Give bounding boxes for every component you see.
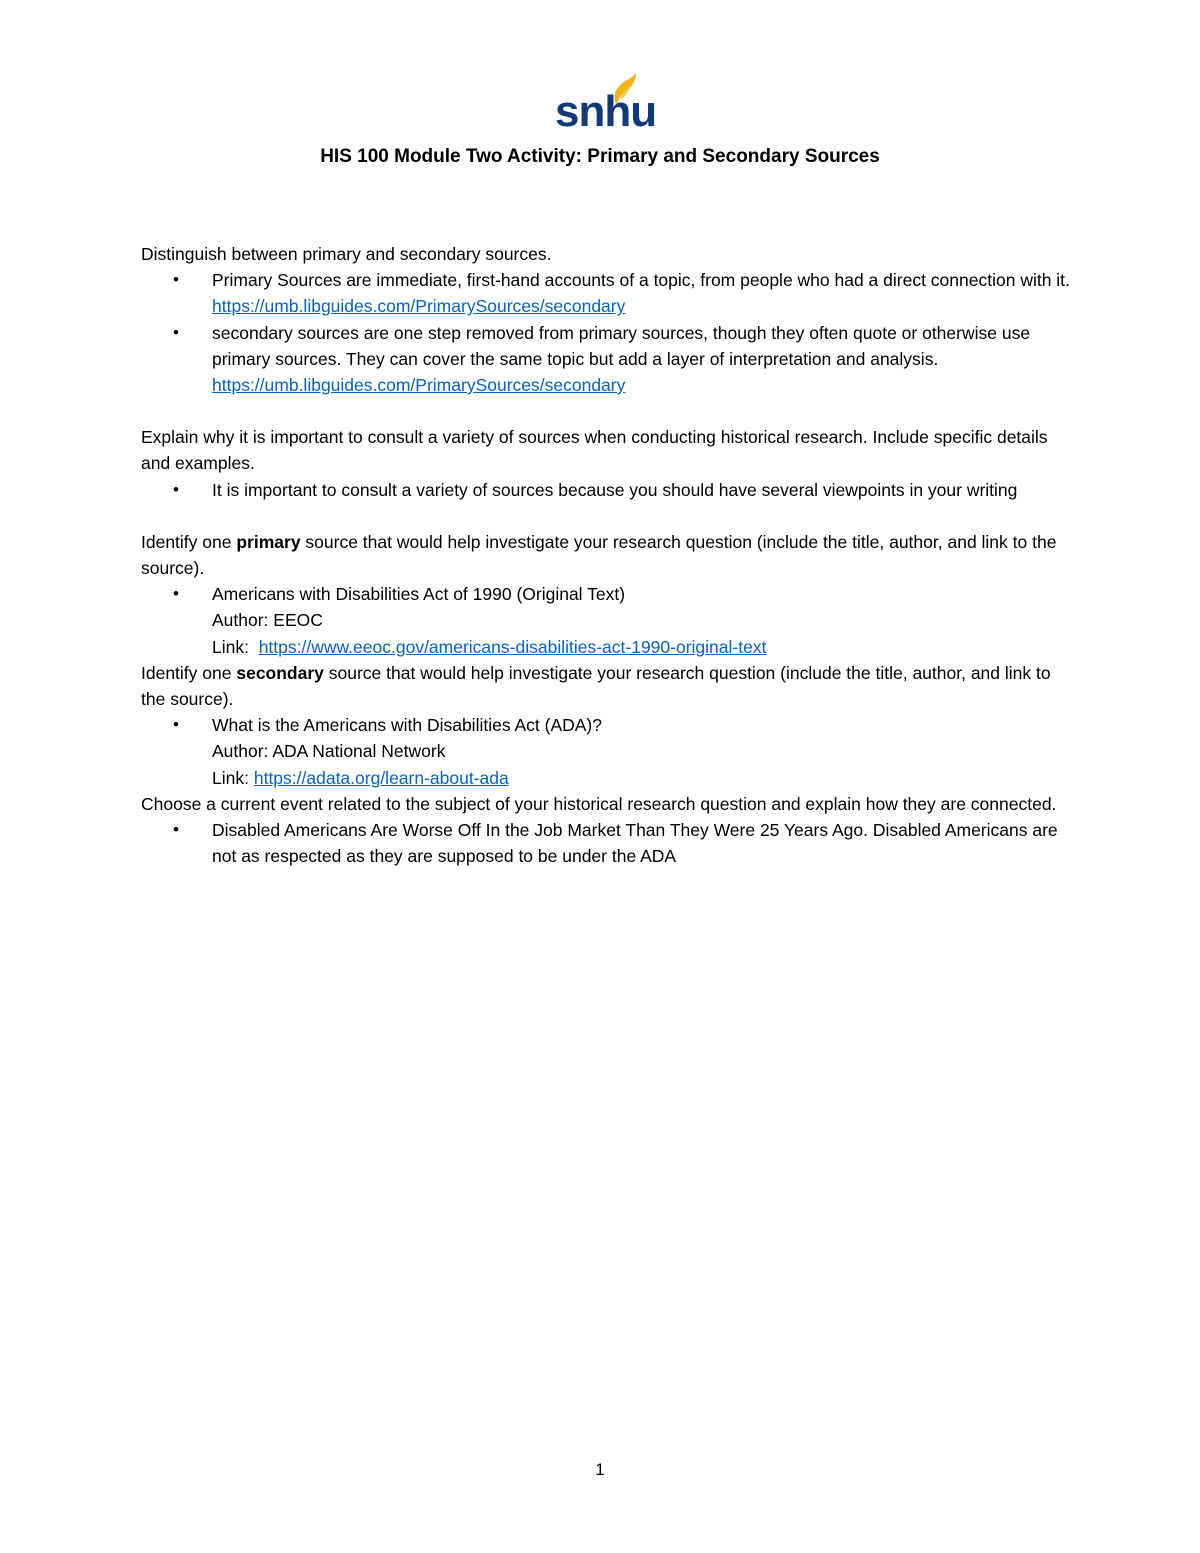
link-label: Link: [212,767,249,788]
logo-wordmark: snhu [555,87,657,136]
bullet-text: secondary sources are one step removed from primary sources, though they often quote or otherwise use primary sources. They can cover the same topic but add a layer of interpretation and analysis. [212,322,1031,369]
bullet-icon: • [173,322,179,342]
prompt-secondary: Identify one secondary source that would help investigate your research question (include the title, author, and link to the source). [141,662,1051,710]
prompt-primary: Identify one primary source that would help investigate your research question (include the title, author, and link to the source). [141,531,1057,579]
source-author: Author: EEOC [212,610,323,631]
source-title: What is the Americans with Disabilities Act (ADA)? [212,715,602,736]
source-author: Author: ADA National Network [212,741,446,762]
link-label: Link: [212,636,249,657]
bullet-list-variety [141,477,1071,503]
prompt-distinguish: Distinguish between primary and secondary sources. [141,244,552,264]
bullet-list-current-event [141,817,1071,869]
source-title: Americans with Disabilities Act of 1990 (Original Text) [212,584,626,605]
page-number: 1 [595,1460,605,1479]
bullet-icon: • [173,479,179,499]
prompt-explain: Explain why it is important to consult a variety of sources when conducting historical research. Include specific details and examples. [141,427,1048,474]
bullet-icon: • [173,820,179,840]
document-title: HIS 100 Module Two Activity: Primary and Secondary Sources [320,146,880,167]
bullet-text: It is important to consult a variety of sources because you should have several viewpoints in your writing [212,479,1018,500]
bullet-text: Primary Sources are immediate, first-hand accounts of a topic, from people who had a direct connection with it. [212,270,1070,291]
document-body [141,241,1071,869]
list-item [141,817,1071,869]
list-item [141,320,1071,399]
bullet-icon: • [173,715,179,735]
bullet-list-secondary [141,712,1071,791]
list-item [141,712,1071,791]
bullet-icon: • [173,584,179,604]
source-link[interactable]: https://umb.libguides.com/PrimarySources/secondary [212,296,626,317]
source-link[interactable]: https://adata.org/learn-about-ada [253,767,509,788]
bullet-list-sources [141,267,1071,398]
source-link-row [212,765,1071,791]
snhu-logo [555,72,657,136]
prompt-current-event: Choose a current event related to the subject of your historical research question and explain how they are connected. [141,793,1057,814]
source-link-row [212,634,1071,660]
list-item [141,581,1071,660]
bullet-text: Disabled Americans Are Worse Off In the Job Market Than They Were 25 Years Ago. Disabled Americans are not as respected as they are supposed to be under the ADA [212,820,1058,867]
source-link[interactable]: https://umb.libguides.com/PrimarySources/secondary [212,375,626,396]
bullet-list-primary [141,581,1071,660]
source-link[interactable]: https://www.eeoc.gov/americans-disabilities-act-1990-original-text [258,636,767,657]
bullet-icon: • [173,270,179,290]
list-item [141,267,1071,319]
list-item [141,477,1071,503]
